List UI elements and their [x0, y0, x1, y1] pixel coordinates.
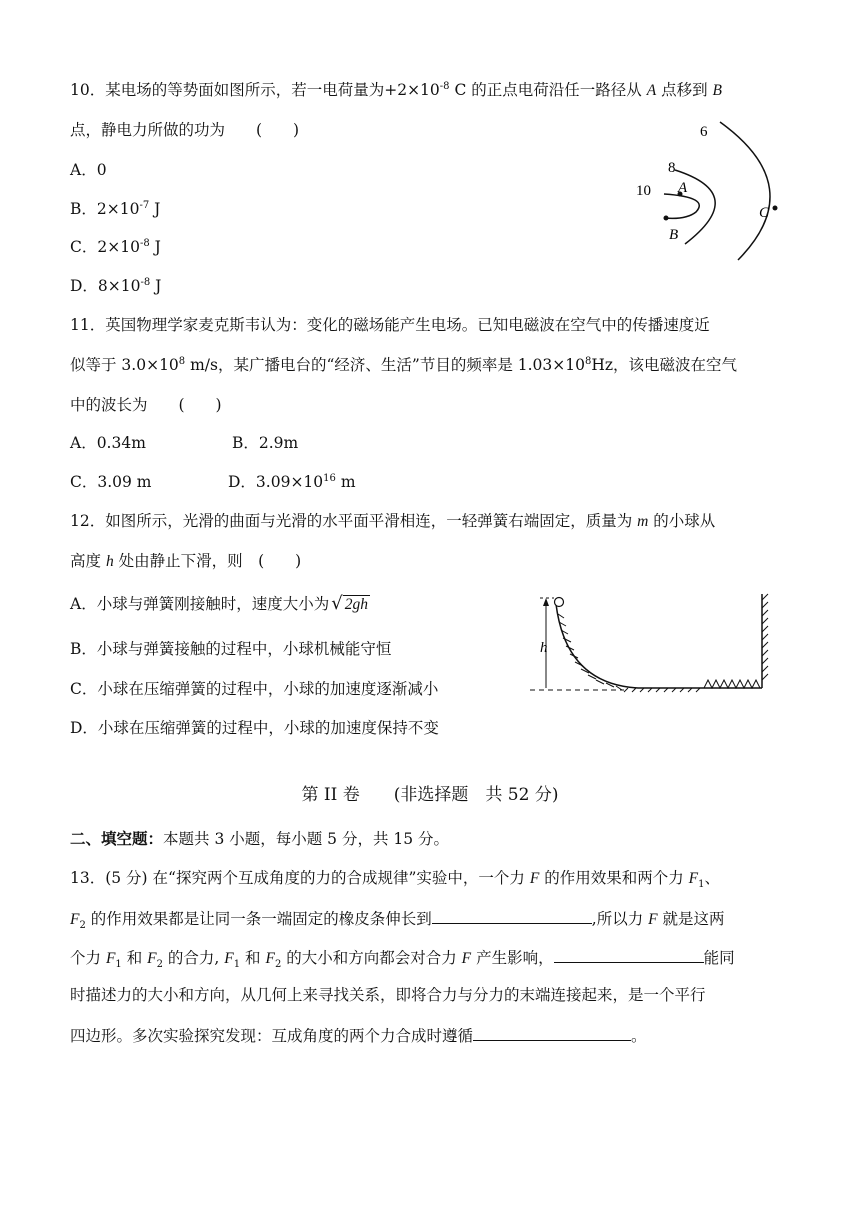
- fill-in-heading: 二、填空题：本题共 3 小题，每小题 5 分，共 15 分。: [70, 829, 450, 848]
- q13-line2: $F_2$ 的作用效果都是让同一条一端固定的橡皮条伸长到 ,所以力 F 就是这两: [70, 907, 725, 930]
- equipotential-curve-10: [664, 194, 699, 218]
- q13-line3: 个力 $F_1$ 和 $F_2$ 的合力, $F_1$ 和 $F_2$ 的大小和方向都会对合力 F 产生影响， 能同: [70, 946, 735, 969]
- height-arrow-top: [543, 598, 549, 606]
- ball: [555, 598, 564, 607]
- answer-blank-3[interactable]: [473, 1024, 631, 1041]
- section-2-title: 第 II 卷 (非选择题 共 52 分): [301, 785, 559, 805]
- q10-option-a: A．0: [70, 161, 107, 179]
- label-c: C: [759, 205, 770, 221]
- q12-stem-line2: 高度 h 处由静止下滑，则 ( ): [70, 552, 302, 570]
- q11-stem-line1: 11．英国物理学家麦克斯韦认为：变化的磁场能产生电场。已知电磁波在空气中的传播速度近: [70, 316, 710, 334]
- answer-blank-2[interactable]: [554, 946, 704, 963]
- q10-stem-line1: 10．某电场的等势面如图所示，若一电荷量为$+2\times 10^{-8}$ C 的正点电荷沿任一路径从 A 点移到 B: [70, 80, 722, 99]
- q12-option-a: A．小球与弹簧刚接触时，速度大小为 √ 2gh: [70, 593, 368, 614]
- q10-option-c: C．$2\times 10^{-8}$ J: [70, 237, 161, 256]
- q10-option-d: D．$8\times 10^{-8}$ J: [70, 276, 162, 295]
- label-10: 10: [636, 183, 651, 199]
- q12-option-d: D．小球在压缩弹簧的过程中，小球的加速度保持不变: [70, 719, 439, 737]
- q12-stem-line1: 12．如图所示，光滑的曲面与光滑的水平面平滑相连，一轻弹簧右端固定，质量为 m 的小球从: [70, 512, 716, 530]
- label-8: 8: [668, 160, 676, 176]
- equipotential-figure: [620, 112, 790, 272]
- curve-spring-figure: [528, 592, 774, 698]
- q11-option-b: B．2.9m: [232, 434, 299, 452]
- curved-slope: [556, 604, 762, 688]
- q13-line5: 四边形。多次实验探究发现：互成角度的两个力合成时遵循 。: [70, 1024, 647, 1046]
- q13-line4: 时描述力的大小和方向，从几何上来寻找关系，即将合力与分力的末端连接起来，是一个平行: [70, 986, 706, 1004]
- q11-stem-line3: 中的波长为 ( ): [70, 396, 222, 414]
- label-a: A: [678, 180, 688, 196]
- point-b-dot: [664, 216, 669, 221]
- label-h: h: [540, 640, 548, 656]
- label-b: B: [669, 227, 679, 243]
- answer-blank-1[interactable]: [432, 907, 592, 924]
- label-6: 6: [700, 124, 708, 140]
- q13-line1: 13．(5 分) 在“探究两个互成角度的力的合成规律”实验中，一个力 F 的作用效果和两个力 $F_1$、: [70, 869, 720, 891]
- equipotential-curve-6: [720, 122, 770, 260]
- q10-stem-line2: 点，静电力所做的功为 ( ): [70, 121, 300, 139]
- q12-option-c: C．小球在压缩弹簧的过程中，小球的加速度逐渐减小: [70, 680, 439, 698]
- point-c-dot: [773, 206, 778, 211]
- sqrt-expression: √ 2gh: [331, 593, 368, 614]
- spring: [704, 680, 760, 688]
- q11-option-a: A．0.34m: [70, 434, 146, 452]
- q10-option-b: B．$2\times 10^{-7}$ J: [70, 199, 161, 218]
- q11-option-d: D．$3.09\times 10^{16}$ m: [228, 472, 356, 491]
- q11-stem-line2: 似等于 $3.0\times 10^8$ m/s，某广播电台的“经济、生活”节目的频率是 $1.03\times 10^8Hz$，该电磁波在空气: [70, 355, 738, 374]
- wall-hatching: [762, 594, 768, 680]
- slope-hatching: [558, 614, 622, 690]
- q12-option-b: B．小球与弹簧接触的过程中，小球机械能守恒: [70, 640, 392, 658]
- q11-option-c: C．3.09 m: [70, 473, 152, 491]
